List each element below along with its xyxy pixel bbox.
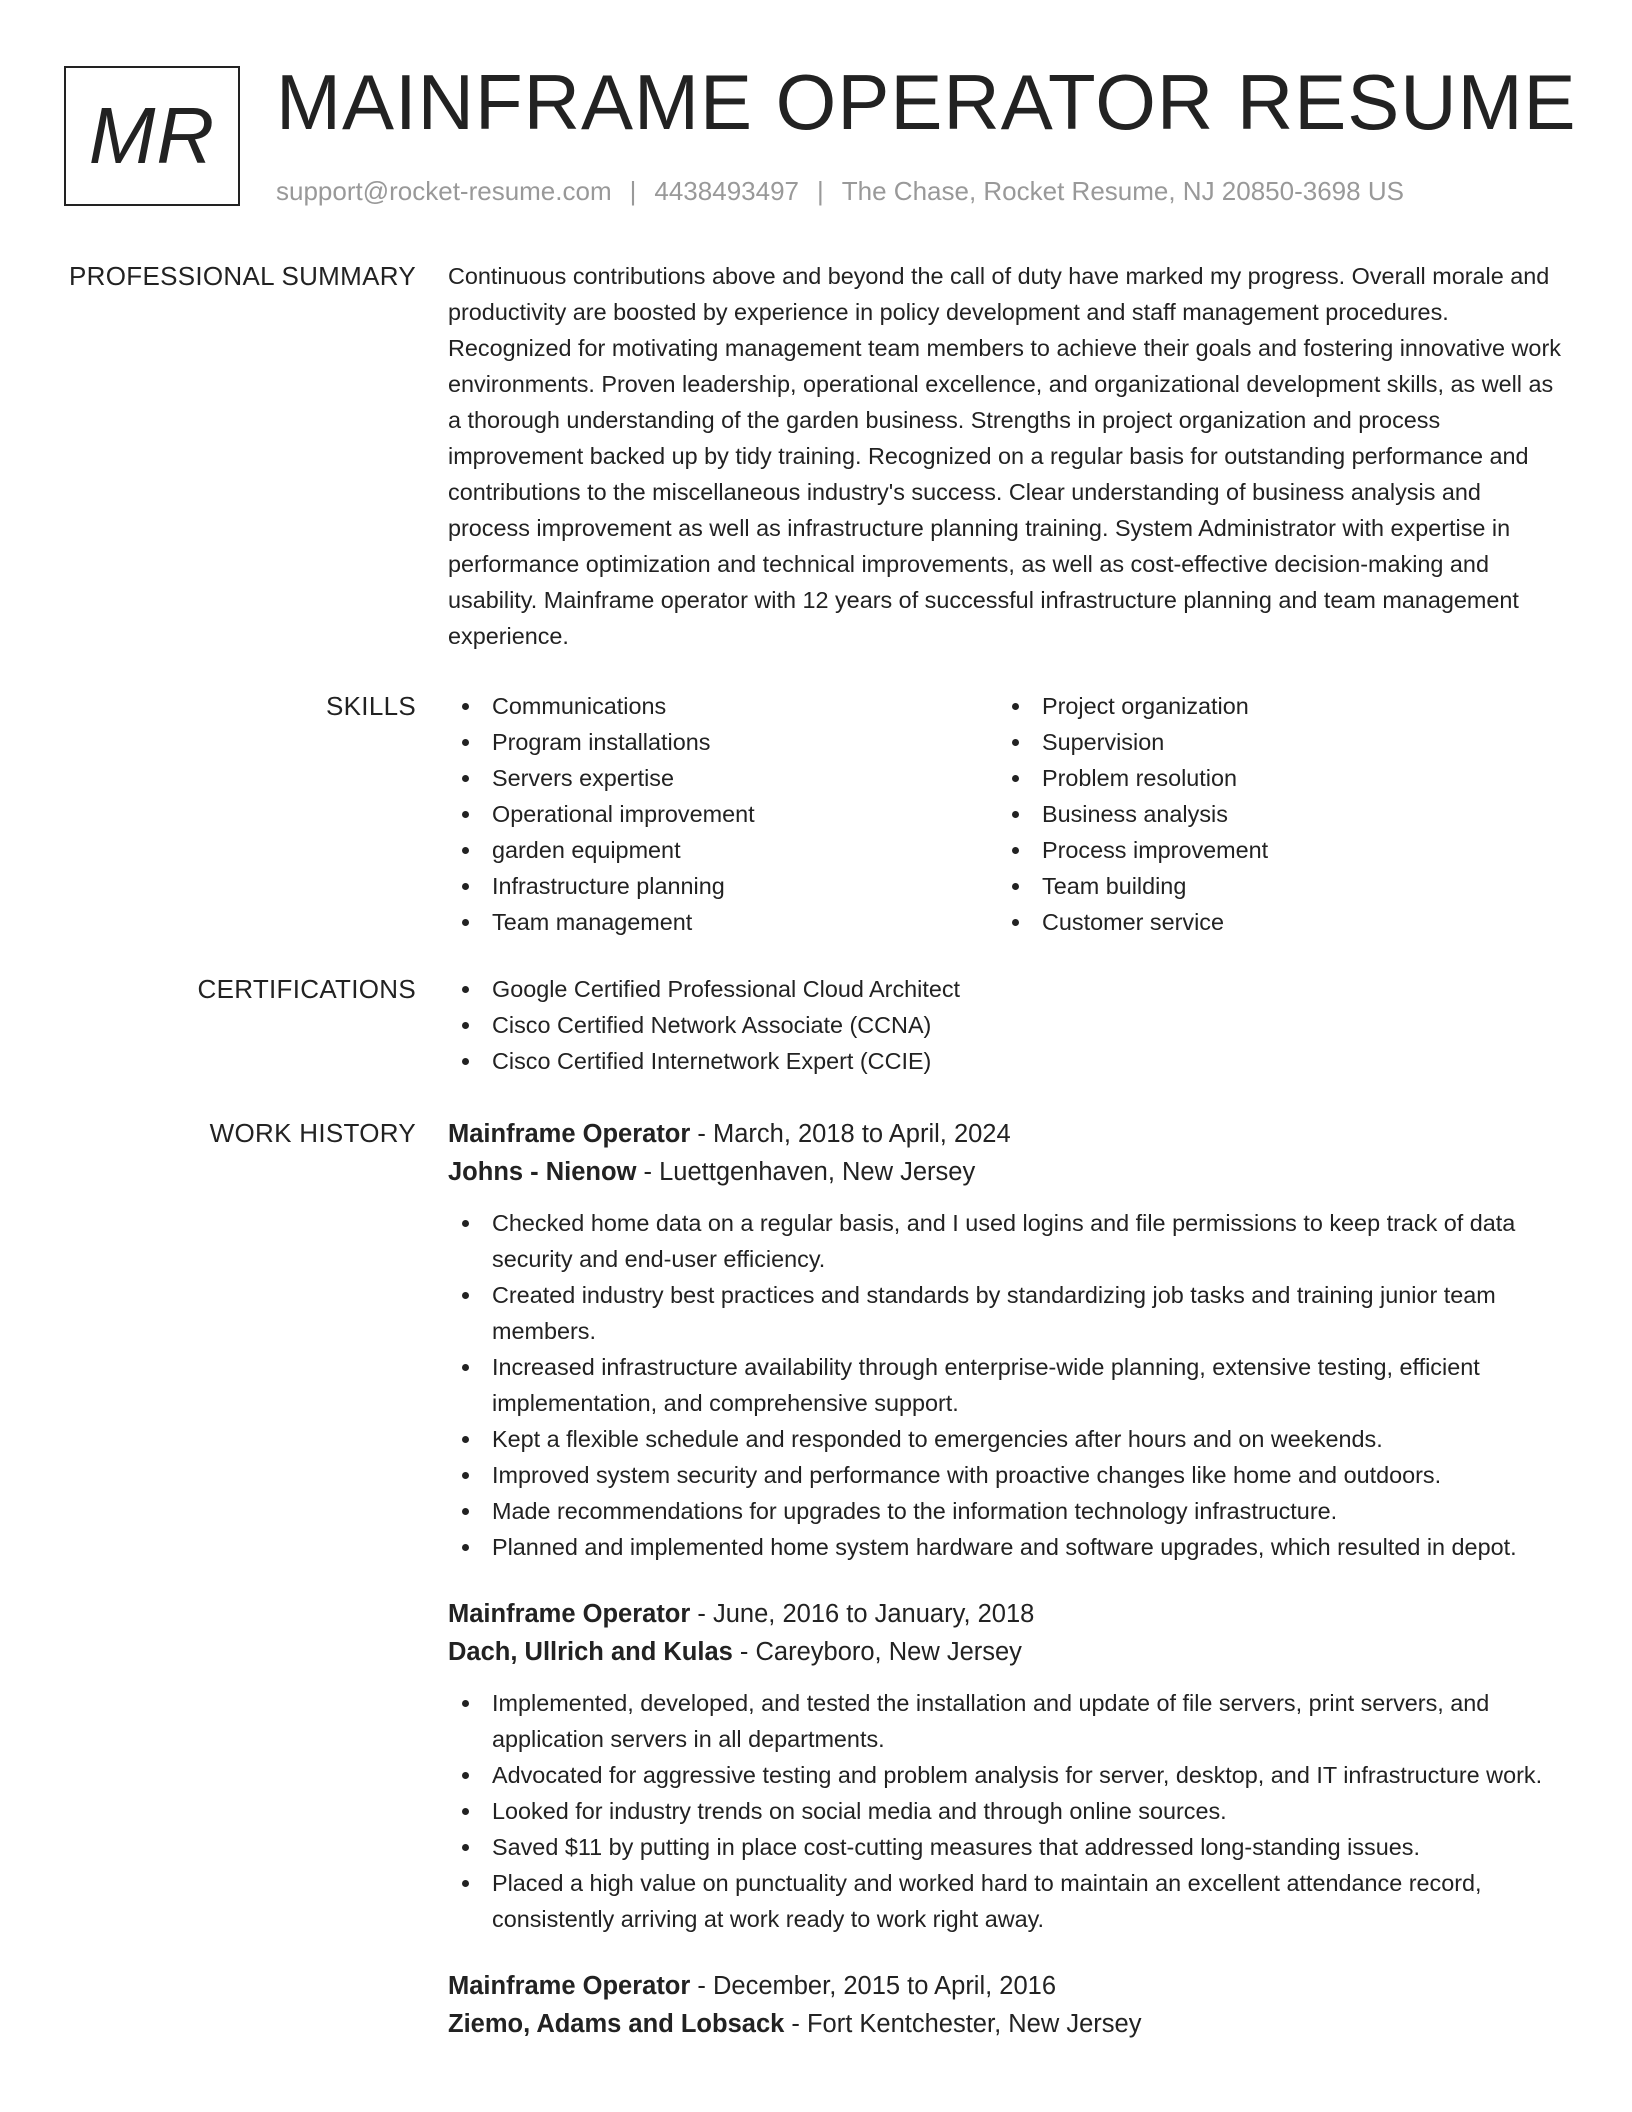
contact-separator: |: [629, 176, 637, 206]
job-bullet: Looked for industry trends on social media and through online sources.: [448, 1793, 1568, 1829]
job-bullet: Kept a flexible schedule and responded to emergencies after hours and on weekends.: [448, 1421, 1568, 1457]
skill-item: Team building: [998, 868, 1548, 904]
job-title: Mainframe Operator: [448, 1972, 691, 2000]
job-bullet: Made recommendations for upgrades to the information technology infrastructure.: [448, 1493, 1568, 1529]
contact-address: The Chase, Rocket Resume, NJ 20850-3698 US: [841, 176, 1404, 206]
job-company-line: Johns - Nienow - Luettgenhaven, New Jersey: [448, 1158, 976, 1186]
skills-heading: SKILLS: [326, 691, 416, 721]
job-bullet: Checked home data on a regular basis, and I used logins and file permissions to keep track of data security and end-user efficiency.: [448, 1205, 1568, 1277]
certifications-list: [448, 971, 1568, 1079]
skill-item: Servers expertise: [448, 760, 998, 796]
job-bullets: [448, 1685, 1568, 1937]
resume-title: MAINFRAME OPERATOR RESUME: [276, 58, 1577, 146]
job-bullets: [448, 1205, 1568, 1565]
job-title-line: Mainframe Operator - March, 2018 to April, 2024: [448, 1120, 1011, 1148]
skill-item: Problem resolution: [998, 760, 1548, 796]
skill-item: Supervision: [998, 724, 1548, 760]
summary-heading: PROFESSIONAL SUMMARY: [69, 261, 416, 291]
job-bullet: Placed a high value on punctuality and worked hard to maintain an excellent attendance record, consistently arriving at work ready to work right away.: [448, 1865, 1568, 1937]
contact-separator: |: [817, 176, 824, 206]
skills-list-right: [998, 688, 1548, 940]
job-title-line: Mainframe Operator - December, 2015 to April, 2016: [448, 1972, 1057, 2000]
job-company-line: Dach, Ullrich and Kulas - Careyboro, New Jersey: [448, 1638, 1022, 1666]
skill-item: Communications: [448, 688, 998, 724]
certification-item: Cisco Certified Network Associate (CCNA): [448, 1007, 1568, 1043]
certification-item: Google Certified Professional Cloud Architect: [448, 971, 1568, 1007]
skill-item: Team management: [448, 904, 998, 940]
skill-item: garden equipment: [448, 832, 998, 868]
job-bullet: Planned and implemented home system hardware and software upgrades, which resulted in depot.: [448, 1529, 1568, 1565]
monogram-logo: MR: [64, 66, 240, 206]
job-dates: June, 2016 to January, 2018: [712, 1600, 1035, 1628]
skill-item: Process improvement: [998, 832, 1548, 868]
certification-item: Cisco Certified Internetwork Expert (CCIE): [448, 1043, 1568, 1079]
job-bullet: Implemented, developed, and tested the installation and update of file servers, print servers, and application servers in all departments.: [448, 1685, 1568, 1757]
job-bullet: Saved $11 by putting in place cost-cutting measures that addressed long-standing issues.: [448, 1829, 1568, 1865]
skill-item: Infrastructure planning: [448, 868, 998, 904]
contact-line: [276, 174, 1404, 208]
skill-item: Customer service: [998, 904, 1548, 940]
job-bullet: Advocated for aggressive testing and problem analysis for server, desktop, and IT infrastructure work.: [448, 1757, 1568, 1793]
job-bullet: Created industry best practices and standards by standardizing job tasks and training junior team members.: [448, 1277, 1568, 1349]
job-dates: March, 2018 to April, 2024: [712, 1120, 1011, 1148]
skill-item: Operational improvement: [448, 796, 998, 832]
job-bullet: Improved system security and performance with proactive changes like home and outdoors.: [448, 1457, 1568, 1493]
job-location: Careyboro, New Jersey: [755, 1638, 1022, 1666]
job-title: Mainframe Operator: [448, 1120, 691, 1148]
skill-item: Business analysis: [998, 796, 1548, 832]
work-history-heading: WORK HISTORY: [209, 1118, 416, 1148]
skills-list-left: [448, 688, 998, 940]
job-entry: [448, 1595, 1568, 1937]
job-entry: [448, 1115, 1568, 1565]
job-title: Mainframe Operator: [448, 1600, 691, 1628]
certifications-heading: CERTIFICATIONS: [197, 974, 416, 1004]
job-bullet: Increased infrastructure availability through enterprise-wide planning, extensive testing, efficient implementation, and comprehensive support.: [448, 1349, 1568, 1421]
job-company: Johns - Nienow: [448, 1158, 637, 1186]
job-company: Ziemo, Adams and Lobsack: [448, 2010, 785, 2038]
skill-item: Project organization: [998, 688, 1548, 724]
job-dates: December, 2015 to April, 2016: [712, 1972, 1057, 2000]
summary-text: Continuous contributions above and beyond the call of duty have marked my progress. Overall morale and productivity are boosted by experience in policy development and staff management procedures. Recognized for motivating management team members to achieve their goals and fostering innovative work environments. Proven leadership, operational excellence, and organizational development skills, as well as a thorough understanding of the garden business. Strengths in project organization and process improvement backed up by tidy training. Recognized on a regular basis for outstanding performance and contributions to the miscellaneous industry's success. Clear understanding of business analysis and process improvement as well as infrastructure planning training. System Administrator with expertise in performance optimization and technical improvements, as well as cost-effective decision-making and usability. Mainframe operator with 12 years of successful infrastructure planning and team management experience.: [448, 263, 1561, 649]
job-location: Fort Kentchester, New Jersey: [806, 2010, 1142, 2038]
contact-phone: 4438493497: [654, 176, 799, 206]
job-title-line: Mainframe Operator - June, 2016 to January, 2018: [448, 1600, 1035, 1628]
job-company: Dach, Ullrich and Kulas: [448, 1638, 733, 1666]
contact-email: support@rocket-resume.com: [276, 176, 612, 206]
skill-item: Program installations: [448, 724, 998, 760]
job-company-line: Ziemo, Adams and Lobsack - Fort Kentchester, New Jersey: [448, 2010, 1142, 2038]
job-entry: [448, 1967, 1568, 2043]
job-location: Luettgenhaven, New Jersey: [659, 1158, 976, 1186]
